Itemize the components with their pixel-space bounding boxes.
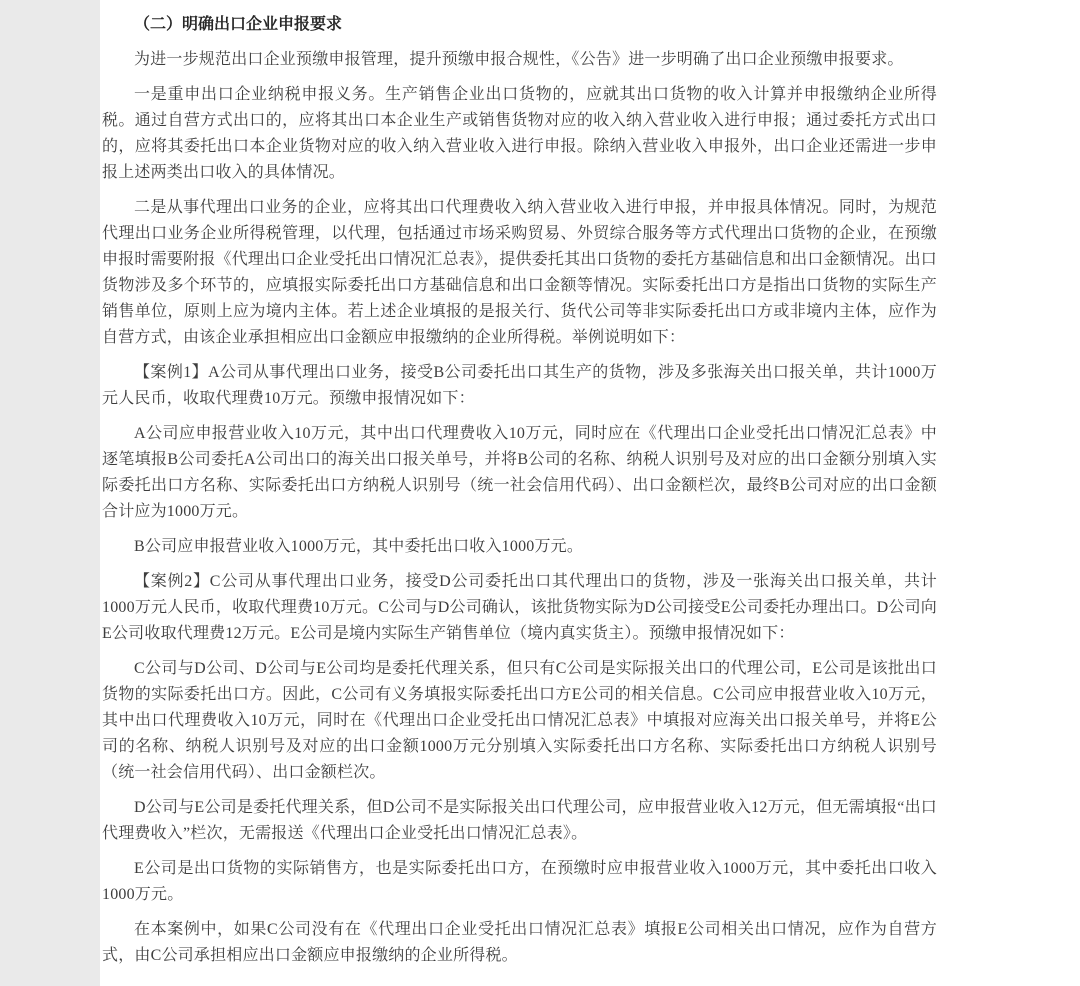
paragraph-case2-company-c: C公司与D公司、D公司与E公司均是委托代理关系，但只有C公司是实际报关出口的代理公司，E公司是该批出口货物的实际委托出口方。因此，C公司有义务填报实际委托出口方E公司的相关信息。C公司应申报营业收入10万元，其中出口代理费收入10万元，同时在《代理出口企业受托出口情况汇总表》中填报对应海关出口报关单号，并将E公司的名称、纳税人识别号及对应的出口金额1000万元分别填入实际委托出口方名称、实际委托出口方纳税人识别号（统一社会信用代码）、出口金额栏次。 bbox=[102, 660, 937, 781]
paragraph-case1-company-a: A公司应申报营业收入10万元，其中出口代理费收入10万元，同时应在《代理出口企业受托出口情况汇总表》中逐笔填报B公司委托A公司出口的海关出口报关单号，并将B公司的名称、纳税人识别号及对应的出口金额分别填入实际委托出口方名称、实际委托出口方纳税人识别号（统一社会信用代码）、出口金额栏次，最终B公司对应的出口金额合计应为1000万元。 bbox=[102, 425, 937, 520]
paragraph-case1: 【案例1】A公司从事代理出口业务，接受B公司委托出口其生产的货物，涉及多张海关出口报关单，共计1000万元人民币，收取代理费10万元。预缴申报情况如下： bbox=[102, 364, 937, 407]
paragraph-intro: 为进一步规范出口企业预缴申报管理，提升预缴申报合规性，《公告》进一步明确了出口企业预缴申报要求。 bbox=[134, 51, 904, 68]
document-page bbox=[100, 0, 1080, 986]
section-heading: （二）明确出口企业申报要求 bbox=[134, 16, 343, 33]
paragraph-point-one: 一是重申出口企业纳税申报义务。生产销售企业出口货物的，应就其出口货物的收入计算并申报缴纳企业所得税。通过自营方式出口的，应将其出口本企业生产或销售货物对应的收入纳入营业收入进行申报；通过委托方式出口的，应将其委托出口本企业货物对应的收入纳入营业收入进行申报。除纳入营业收入申报外，出口企业还需进一步申报上述两类出口收入的具体情况。 bbox=[102, 86, 937, 181]
paragraph-case2-conclusion: 在本案例中，如果C公司没有在《代理出口企业受托出口情况汇总表》填报E公司相关出口情况，应作为自营方式，由C公司承担相应出口金额应申报缴纳的企业所得税。 bbox=[102, 921, 937, 964]
paragraph-case2: 【案例2】C公司从事代理出口业务，接受D公司委托出口其代理出口的货物，涉及一张海关出口报关单，共计1000万元人民币，收取代理费10万元。C公司与D公司确认，该批货物实际为D公司接受E公司委托办理出口。D公司向E公司收取代理费12万元。E公司是境内实际生产销售单位（境内真实货主）。预缴申报情况如下： bbox=[102, 573, 937, 642]
paragraph-point-two: 二是从事代理出口业务的企业，应将其出口代理费收入纳入营业收入进行申报，并申报具体情况。同时，为规范代理出口业务企业所得税管理，以代理，包括通过市场采购贸易、外贸综合服务等方式代理出口货物的企业，在预缴申报时需要附报《代理出口企业受托出口情况汇总表》，提供委托其出口货物的委托方基础信息和出口金额情况。出口货物涉及多个环节的，应填报实际委托出口方基础信息和出口金额等情况。实际委托出口方是指出口货物的实际生产销售单位，原则上应为境内主体。若上述企业填报的是报关行、货代公司等非实际委托出口方或非境内主体，应作为自营方式，由该企业承担相应出口金额应申报缴纳的企业所得税。举例说明如下： bbox=[102, 199, 937, 346]
paragraph-case1-company-b: B公司应申报营业收入1000万元，其中委托出口收入1000万元。 bbox=[134, 538, 584, 555]
paragraph-case2-company-d: D公司与E公司是委托代理关系，但D公司不是实际报关出口代理公司，应申报营业收入12万元，但无需填报“出口代理费收入”栏次，无需报送《代理出口企业受托出口情况汇总表》。 bbox=[102, 799, 937, 842]
document-body bbox=[102, 12, 937, 969]
paragraph-case2-company-e: E公司是出口货物的实际销售方，也是实际委托出口方，在预缴时应申报营业收入1000万元，其中委托出口收入1000万元。 bbox=[102, 860, 937, 903]
